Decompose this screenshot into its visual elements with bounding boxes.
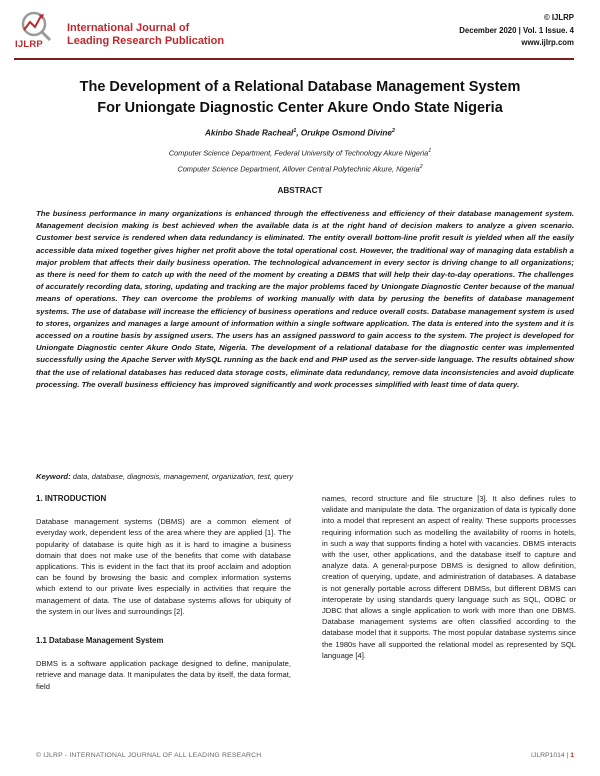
title-line2: For Uniongate Diagnostic Center Akure Ondo State Nigeria bbox=[97, 100, 503, 116]
keywords-list: data, database, diagnosis, management, organization, test, query bbox=[70, 472, 294, 481]
journal-logo-icon bbox=[10, 8, 68, 58]
author1-sup: 1 bbox=[293, 128, 297, 134]
affiliation1: Computer Science Department, Federal University of Technology Akure Nigeria$^1$ bbox=[168, 148, 432, 158]
dbms-paragraph-continued: names, record structure and file structure [3]. It also defines rules to validate and manipulate the data. The organization of data is typically done into a model that represent an aspect of reality. These supports processes requiring information such as modelling the availability of rooms in hotels, in such a way that supports finding a hotel with vacancies. DBMS interacts with the user, other applications, and the database itself to capture and analyze data. A general-purpose DBMS is designed to allow definition, creation of querying, update, and administration of databases. A database is not generally portable across different DBMSs, but different DBMS can interoperate by using standards query language such as SQL, ODBC or JDBC that allows a single application to work with more than one DBMS. Database management systems are often classified according to the database model that it supports. The most popular database systems since the 1980s have all supported the relational model as represented by SQL language [4]. bbox=[322, 494, 576, 660]
footer-page-info bbox=[531, 752, 574, 759]
abstract-text: The business performance in many organizations is enhanced through the effectiveness and efficiency of their database management system. Management decision making is best achieved when the available data is at the right hand of decision makers to analyze a given scenario. Customer best service is rendered when data redundancy is eliminated. The entity overall bottom-line profit result is yielded when all the easily accessible data mixed together gives higher net profit above the total operational cost. However, the traditional way of managing data establish a major problem that affects their daily business operation. The technological advancement in every sector is driving change to all organizations; as there is need for them to catch up with the need of the moment by creating a DBMS that will help their day-to-day operations. The challenges of accurately recording data, storing, updating and tracking are the major problems faced by Uniongate Diagnostic Center because of the manual means of operations. They can overcome the problems of working manually with data by perusing the benefits of database management systems. The use of database will increase the efficiency of business operations and reduce overall costs. Database management system is used to stores, organizes and manages a large amount of information within a single software application. The data is entered into the system and it is accessed on a routine basis by assigned users. The users has an assigned password to gain access to the system. The project is developed for Uniongate Diagnostic center Akure Ondo State, Nigeria. The development of a relational database for the diagnostic center was implemented successfully using the Apache Server with MySQL running as the back end and PHP used as the server-side language. The results obtained show that the use of relational databases has reduced data storage costs, eliminate data redundancy, remove data inconsistencies and avoid duplicate processing. The overall business efficiency has improved significantly and work processes simplified with least time of data query. bbox=[36, 209, 574, 389]
keywords-label: Keyword: bbox=[36, 472, 71, 481]
section-heading-introduction: 1. INTRODUCTION bbox=[36, 494, 107, 503]
author1: Akinbo Shade Racheal bbox=[205, 128, 294, 138]
issue: December 2020 | Vol. 1 Issue. 4 bbox=[459, 25, 574, 35]
author-separator: , bbox=[296, 128, 301, 138]
subsection-heading-dbms: 1.1 Database Management System bbox=[36, 636, 164, 646]
journal-name bbox=[67, 22, 224, 48]
author2: Orukpe Osmond Divine bbox=[300, 128, 392, 138]
abstract-heading: ABSTRACT bbox=[277, 186, 323, 195]
footer-separator: | bbox=[564, 752, 571, 759]
header-divider bbox=[14, 58, 574, 60]
logo-text: IJLRP bbox=[15, 39, 43, 50]
dbms-paragraph: DBMS is a software application package designed to define, manipulate, retrieve and manage data. It manipulates the data by itself, the data format, field bbox=[36, 659, 291, 691]
page-number: 1 bbox=[570, 752, 574, 759]
author2-sup: 2 bbox=[391, 128, 395, 134]
footer-journal: © IJLRP - INTERNATIONAL JOURNAL OF ALL LEADING RESEARCH bbox=[36, 752, 262, 759]
brand: © IJLRP bbox=[543, 13, 574, 22]
issue-info bbox=[459, 12, 574, 50]
journal-name-line1: International Journal of bbox=[67, 22, 190, 34]
left-column bbox=[36, 493, 291, 692]
title-line1: The Development of a Relational Database Management System bbox=[79, 79, 521, 95]
intro-paragraph: Database management systems (DBMS) are a common element of everyday work, dependent less of the area where they are applied [1]. The popularity of database is quite high as it is hard to imagine a business domain that does not make use of the benefits that come with database applications. This is evident in the fact that its proof acclaim and adoption can be found by browsing the basic and complex information systems which extend to our private lives especially in activities that require the management of data. The use of database systems allows for ubiquity of the system in our lives and surroundings [2]. bbox=[36, 517, 291, 616]
paper-title bbox=[30, 77, 570, 119]
affiliation2: Computer Science Department, Allover Central Polytechnic Akure, Nigeria$^2$ bbox=[177, 164, 423, 174]
website-link[interactable]: www.ijlrp.com bbox=[521, 38, 574, 47]
journal-name-line2: Leading Research Publication bbox=[67, 35, 225, 47]
footer-paper-id: IJLRP1014 bbox=[531, 752, 565, 759]
authors bbox=[0, 128, 600, 138]
keywords bbox=[36, 472, 574, 481]
right-column bbox=[322, 493, 576, 661]
